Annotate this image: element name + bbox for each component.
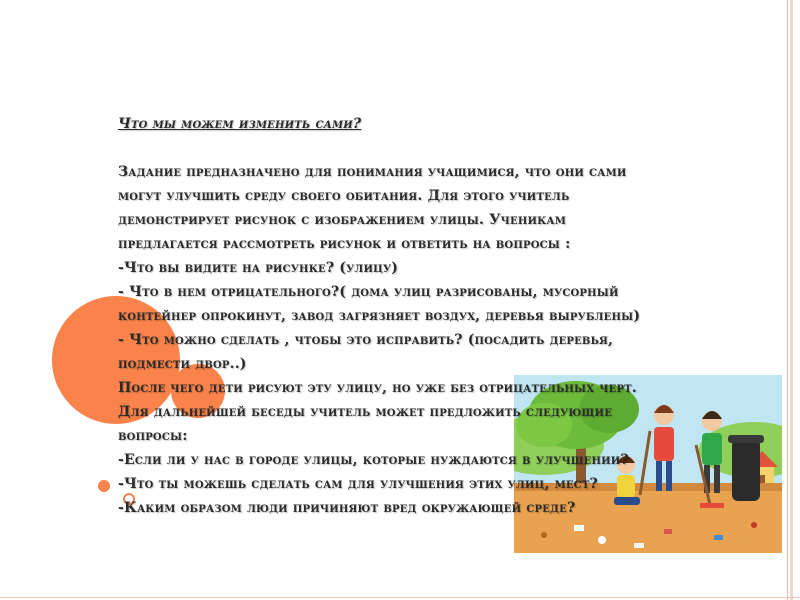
text-line: -Если ли у нас в городе улицы, которые нуждаются в улучшении? <box>118 452 629 468</box>
decor-circle-small <box>98 480 110 492</box>
text-line: предлагается рассмотреть рисунок и ответить на вопросы : <box>118 236 571 252</box>
text-line: демонстрирует рисунок с изображением улицы. Ученикам <box>118 212 567 228</box>
slide-heading: Что мы можем изменить сами? <box>118 116 362 132</box>
text-line: контейнер опрокинут, завод загрязняет воздух, деревья вырублены) <box>118 308 641 324</box>
slide-border-right-accent <box>790 0 793 600</box>
text-line: Для дальнейшей беседы учитель может предложить следующие <box>118 404 613 420</box>
slide-text-body <box>118 112 718 520</box>
text-line: вопросы: <box>118 428 188 444</box>
text-line: -Каким образом люди причиняют вред окружающей среде? <box>118 500 576 516</box>
text-line: После чего дети рисуют эту улицу, но уже без отрицательных черт. <box>118 380 637 396</box>
slide-border-bottom <box>0 597 800 598</box>
text-line: Задание предназначено для понимания учащимися, что они сами <box>118 164 627 180</box>
text-line: могут улучшить среду своего обитания. Для этого учитель <box>118 188 570 204</box>
text-line: - Что в нем отрицательного?( дома улиц разрисованы, мусорный <box>118 284 619 300</box>
text-line: - Что можно сделать , чтобы это исправить? (посадить деревья, <box>118 332 614 348</box>
text-line: -Что ты можешь сделать сам для улучшения этих улиц, мест? <box>118 476 598 492</box>
text-line: -Что вы видите на рисунке? (улицу) <box>118 260 399 276</box>
text-line: подмести двор..) <box>118 356 247 372</box>
slide-border-right <box>787 0 788 600</box>
